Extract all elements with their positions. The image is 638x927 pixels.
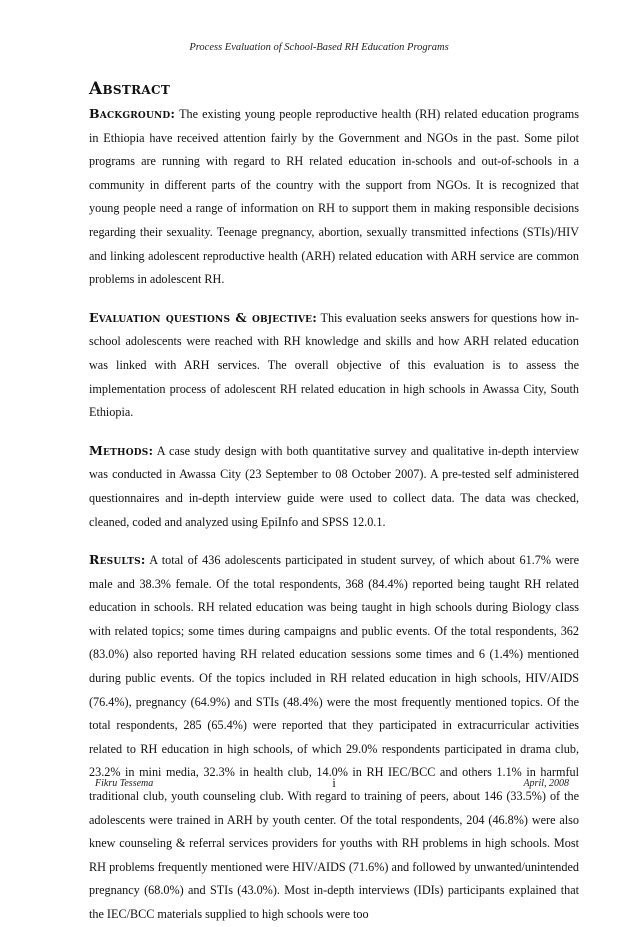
- methods-label: Methods:: [89, 442, 154, 458]
- footer-author: Fikru Tessema: [95, 778, 154, 789]
- abstract-body: [89, 78, 579, 927]
- background-text: The existing young people reproductive health (RH) related education programs in Ethiopia have received attention fairly by the Government and NGOs in the past. Some pilot programs are running with regard to RH related education in-schools and out-of-schools in a community in different parts of the country with the support from NGOs. It is recognized that young people need a range of information on RH to support them in making responsible decisions regarding their sexuality. Teenage pregnancy, abortion, sexually transmitted infections (STIs)/HIV and linking adolescent reproductive health (ARH) related education with ARH service are common problems in adolescent RH.: [89, 107, 579, 287]
- running-header: Process Evaluation of School-Based RH Education Programs: [189, 42, 449, 53]
- evaluation-text: This evaluation seeks answers for questions how in-school adolescents were reached with RH knowledge and skills and how ARH related education was linked with ARH services. The overall objective of this evaluation is to assess the implementation process of adolescent RH related education in high schools in Awassa City, South Ethiopia.: [89, 310, 579, 420]
- methods-text: A case study design with both quantitative survey and qualitative in-depth interview was conducted in Awassa City (23 September to 08 October 2007). A pre-tested self administered questionnaires and in-depth interview guide were used to collect data. The data was checked, cleaned, coded and analyzed using EpiInfo and SPSS 12.0.1.: [89, 443, 579, 529]
- evaluation-label: Evaluation questions & objective:: [89, 309, 318, 325]
- results-text: A total of 436 adolescents participated in student survey, of which about 61.7% were male and 38.3% female. Of the total respondents, 368 (84.4%) reported being taught RH related education in schools. RH related education was being taught in high schools during Biology class with related topics; some times during campaigns and public events. Of the total respondents, 362 (83.0%) also reported having RH related education sessions some times and 6 (1.4%) mentioned during public events. Of the topics included in RH related education in high schools, HIV/AIDS (76.4%), pregnancy (64.9%) and STIs (48.4%) were the most frequently mentioned topics. Of the total respondents, 285 (65.4%) were reported that they participated in extracurricular activities related to RH education in high schools, of which 29.0% respondents participated in drama club, 23.2% in mini media, 32.3% in health club, 14.0% in RH IEC/BCC and others 1.1% in harmful traditional club, youth counseling club. With regard to training of peers, about 146 (33.5%) of the adolescents were trained in ARH by youth center. Of the total respondents, 204 (46.8%) were also knew counseling & referral services providers for youths with RH problems in high schools. Most RH problems frequently mentioned were HIV/AIDS (71.6%) and followed by unwanted/unintended pregnancy (68.0%) and STIs (43.0%). Most in-depth interviews (IDIs) participants explained that the IEC/BCC materials supplied to high schools were too: [89, 553, 579, 921]
- page-number: i: [332, 775, 336, 790]
- evaluation-paragraph: [89, 306, 579, 425]
- results-label: Results:: [89, 552, 146, 568]
- methods-paragraph: [89, 439, 579, 534]
- results-paragraph: [89, 548, 579, 927]
- background-paragraph: [89, 102, 579, 292]
- footer-date: April, 2008: [523, 778, 569, 789]
- abstract-title: Abstract: [89, 79, 171, 99]
- background-label: Background:: [89, 106, 176, 121]
